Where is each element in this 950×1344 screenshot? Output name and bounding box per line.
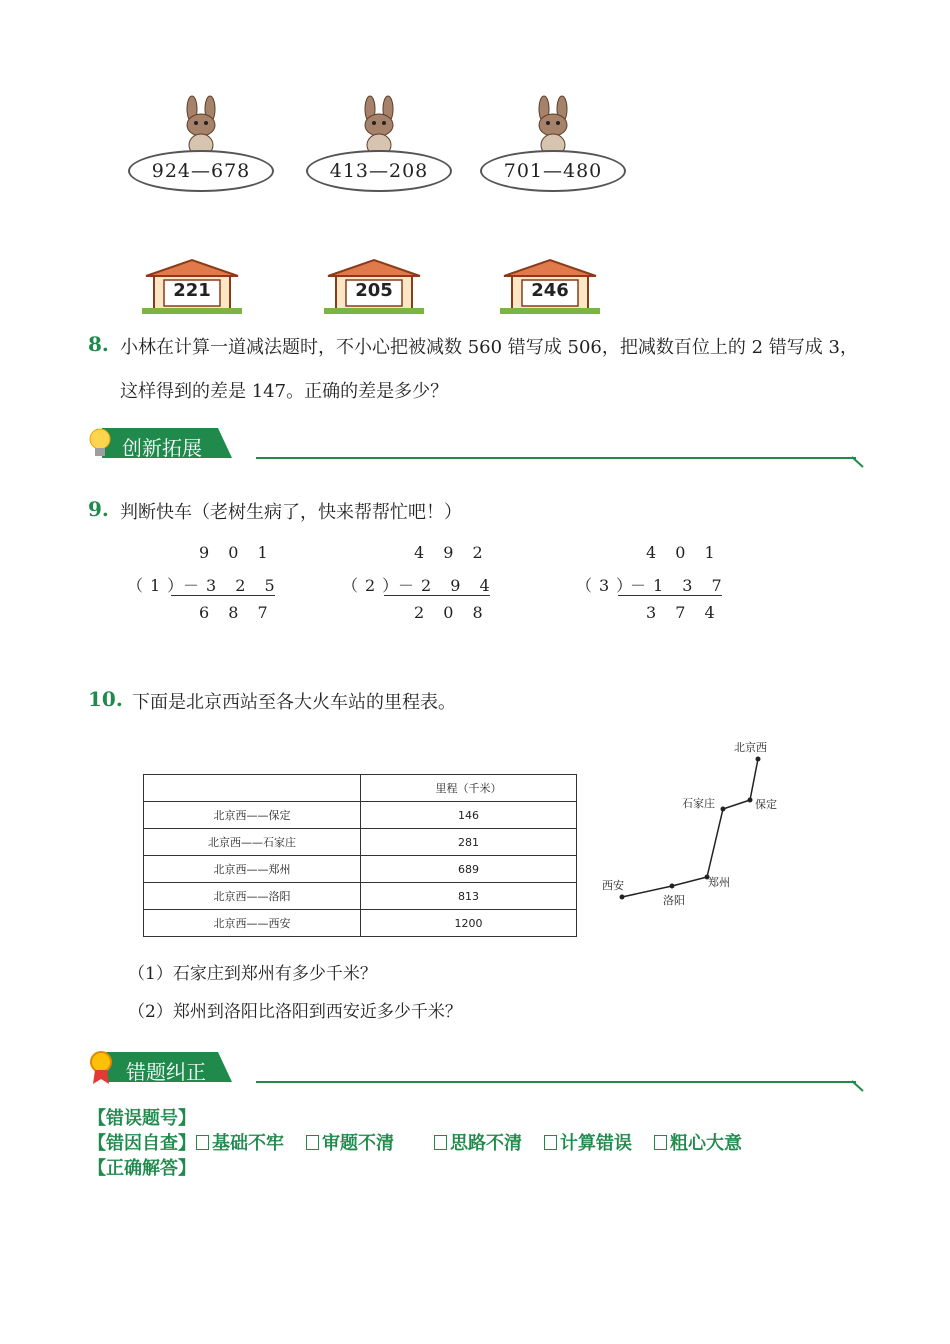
rabbit-icon [172, 95, 230, 157]
option-thinking[interactable] [434, 1129, 522, 1155]
q10-sub1: （1）石家庄到郑州有多少千米？ [128, 964, 377, 984]
q9-text: 判断快车（老树生病了，快来帮帮忙吧！） [120, 502, 462, 523]
calc-line [618, 595, 722, 596]
option-label: 基础不牢 [212, 1133, 284, 1154]
house-1 [142, 258, 242, 316]
table-header-row [144, 775, 577, 802]
calc-line [384, 595, 490, 596]
option-label: 审题不清 [322, 1133, 394, 1154]
q9-number: 9. [88, 497, 109, 521]
header-route [144, 775, 361, 802]
rabbit-icon [524, 95, 582, 157]
q10-number: 10. [88, 687, 123, 711]
station-dot [756, 757, 761, 762]
distance-cell: 146 [361, 802, 577, 829]
station-dot [620, 895, 625, 900]
q10-text: 下面是北京西站至各大火车站的里程表。 [132, 692, 456, 713]
option-reading[interactable] [306, 1129, 394, 1155]
error-cause-label: 【错因自查】 [88, 1133, 196, 1154]
option-label: 计算错误 [560, 1133, 632, 1154]
calc-mid: －2 9 4 [398, 576, 497, 595]
distance-cell: 689 [361, 856, 577, 883]
calc-result: 3 7 4 [646, 603, 722, 622]
calc-line [171, 595, 275, 596]
calc-result: 6 8 7 [199, 603, 275, 622]
route-cell: 北京西——洛阳 [144, 883, 361, 910]
calc-top: 4 0 1 [646, 543, 722, 562]
calc-label: （2） [342, 576, 406, 595]
section-divider [256, 457, 856, 459]
option-label: 粗心大意 [670, 1133, 742, 1154]
house-value: 246 [531, 280, 569, 301]
calc-top: 9 0 1 [199, 543, 275, 562]
route-cell: 北京西——西安 [144, 910, 361, 937]
option-careless[interactable] [654, 1129, 742, 1155]
map-label-beijingxi: 北京西 [734, 741, 767, 754]
calc-mid: －3 2 5 [183, 576, 282, 595]
q8-line1: 小林在计算一道减法题时，不小心把被减数 560 错写成 506，把减数百位上的 2 错写成 3， [120, 337, 858, 358]
checkbox-icon [306, 1135, 319, 1150]
option-label: 思路不清 [450, 1133, 522, 1154]
expression-oval-3: 701—480 [480, 150, 626, 192]
q9-calc-2 [342, 540, 502, 630]
map-label-zhengzhou: 郑州 [708, 876, 730, 889]
house-2 [324, 258, 424, 316]
section-innovation-title: 创新拓展 [122, 436, 202, 460]
calc-top: 4 9 2 [414, 543, 490, 562]
route-cell: 北京西——保定 [144, 802, 361, 829]
lightbulb-icon [88, 426, 112, 460]
mileage-table [143, 774, 577, 937]
station-dot [721, 807, 726, 812]
route-cell: 北京西——石家庄 [144, 829, 361, 856]
q8-number: 8. [88, 332, 109, 356]
table-row [144, 802, 577, 829]
table-row [144, 856, 577, 883]
q9-calc-3 [576, 540, 736, 630]
checkbox-icon [434, 1135, 447, 1150]
divider-end [852, 455, 866, 469]
route-cell: 北京西——郑州 [144, 856, 361, 883]
table-row [144, 883, 577, 910]
distance-cell: 813 [361, 883, 577, 910]
q8-line2: 这样得到的差是 147。正确的差是多少？ [120, 381, 449, 402]
station-dot [670, 884, 675, 889]
section-divider [256, 1081, 856, 1083]
map-label-baoding: 保定 [755, 798, 777, 811]
calc-result: 2 0 8 [414, 603, 490, 622]
checkbox-icon [654, 1135, 667, 1150]
divider-end [852, 1079, 866, 1093]
house-value: 205 [355, 280, 393, 301]
map-label-shijiazhuang: 石家庄 [682, 797, 715, 810]
map-label-xian: 西安 [602, 879, 624, 892]
error-cause-row [88, 1129, 764, 1155]
expression-oval-1: 924—678 [128, 150, 274, 192]
distance-cell: 1200 [361, 910, 577, 937]
q9-calc-1 [127, 540, 287, 630]
distance-cell: 281 [361, 829, 577, 856]
error-number-label: 【错误题号】 [88, 1108, 196, 1129]
map-label-luoyang: 洛阳 [663, 894, 685, 907]
medal-icon [88, 1050, 114, 1086]
expression-oval-2: 413—208 [306, 150, 452, 192]
option-calculation[interactable] [544, 1129, 632, 1155]
checkbox-icon [196, 1135, 209, 1150]
house-value: 221 [173, 280, 211, 301]
table-row [144, 910, 577, 937]
station-dot [748, 798, 753, 803]
calc-mid: －1 3 7 [630, 576, 729, 595]
correct-answer-label: 【正确解答】 [88, 1158, 196, 1179]
header-distance: 里程（千米） [361, 775, 577, 802]
option-basic[interactable] [196, 1129, 284, 1155]
checkbox-icon [544, 1135, 557, 1150]
calc-label: （1） [127, 576, 191, 595]
rabbit-icon [350, 95, 408, 157]
house-3 [500, 258, 600, 316]
section-correction-title: 错题纠正 [126, 1060, 206, 1084]
q10-sub2: （2）郑州到洛阳比洛阳到西安近多少千米？ [128, 1002, 462, 1022]
table-row [144, 829, 577, 856]
calc-label: （3） [576, 576, 640, 595]
